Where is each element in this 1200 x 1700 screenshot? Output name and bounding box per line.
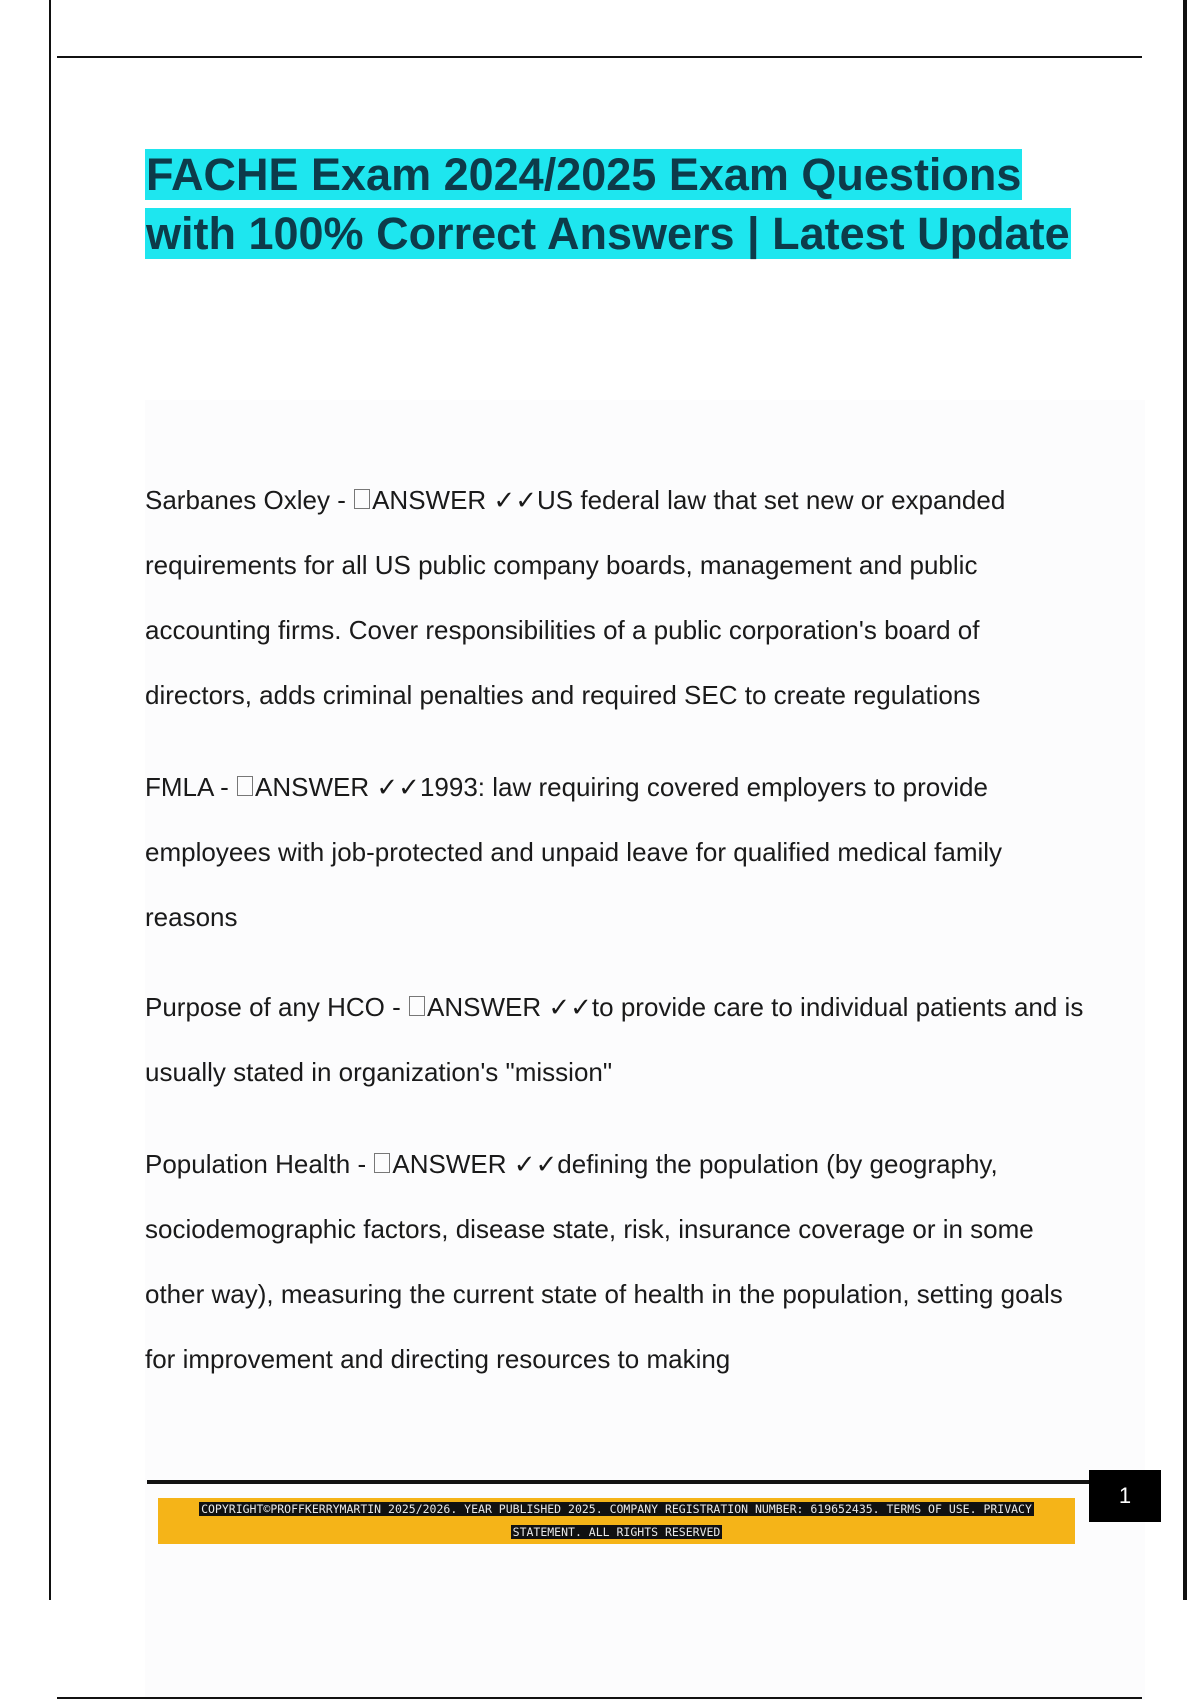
next-page-rule	[57, 1697, 1142, 1699]
header-rule	[57, 56, 1142, 58]
qa-answer: US federal law that set new or expanded requirements for all US public company boards, management and public accounting firms. Cover responsibilities of a public corporation's board of directors, adds criminal penalties and required SEC to create regulations	[145, 485, 1006, 710]
qa-term: Population Health -	[145, 1149, 374, 1179]
copyright-text: COPYRIGHT©PROFFKERRYMARTIN 2025/2026. YEAR PUBLISHED 2025. COMPANY REGISTRATION NUMBER: 619652435. TERMS OF USE. PRIVACY STATEMENT. ALL RIGHTS RESERVED	[201, 1502, 1032, 1539]
copyright-bar	[158, 1498, 1075, 1544]
qa-entry-purpose-hco	[145, 975, 1085, 1105]
footer-rule	[147, 1480, 1090, 1484]
answer-box-icon	[237, 776, 253, 796]
qa-answer-label: ANSWER ✓✓	[255, 772, 420, 802]
qa-term: Purpose of any HCO -	[145, 992, 408, 1022]
qa-entry-population-health	[145, 1132, 1085, 1392]
qa-answer: defining the population (by geography, sociodemographic factors, disease state, risk, insurance coverage or in some other way), measuring the current state of health in the population, setting goals for improvement and directing resources to making	[145, 1149, 1063, 1374]
document-title	[145, 145, 1085, 263]
qa-term: Sarbanes Oxley -	[145, 485, 354, 515]
answer-box-icon	[354, 489, 370, 509]
page-border-right	[1183, 0, 1187, 1600]
qa-answer-label: ANSWER ✓✓	[372, 485, 538, 515]
answer-box-icon	[409, 996, 425, 1016]
page-number: 1	[1089, 1470, 1161, 1522]
qa-answer-label: ANSWER ✓✓	[392, 1149, 558, 1179]
qa-entry-sarbanes-oxley	[145, 468, 1085, 728]
qa-answer-label: ANSWER ✓✓	[427, 992, 592, 1022]
qa-entry-fmla	[145, 755, 1085, 950]
title-highlight: FACHE Exam 2024/2025 Exam Questions with 100% Correct Answers | Latest Update	[146, 149, 1070, 259]
answer-box-icon	[374, 1153, 390, 1173]
qa-answer: 1993: law requiring covered employers to provide employees with job-protected and unpaid leave for qualified medical family reasons	[145, 772, 1003, 932]
page-border-left	[49, 0, 51, 1600]
qa-answer: to provide care to individual patients and is usually stated in organization's "mission"	[145, 992, 1084, 1087]
qa-term: FMLA -	[145, 772, 237, 802]
